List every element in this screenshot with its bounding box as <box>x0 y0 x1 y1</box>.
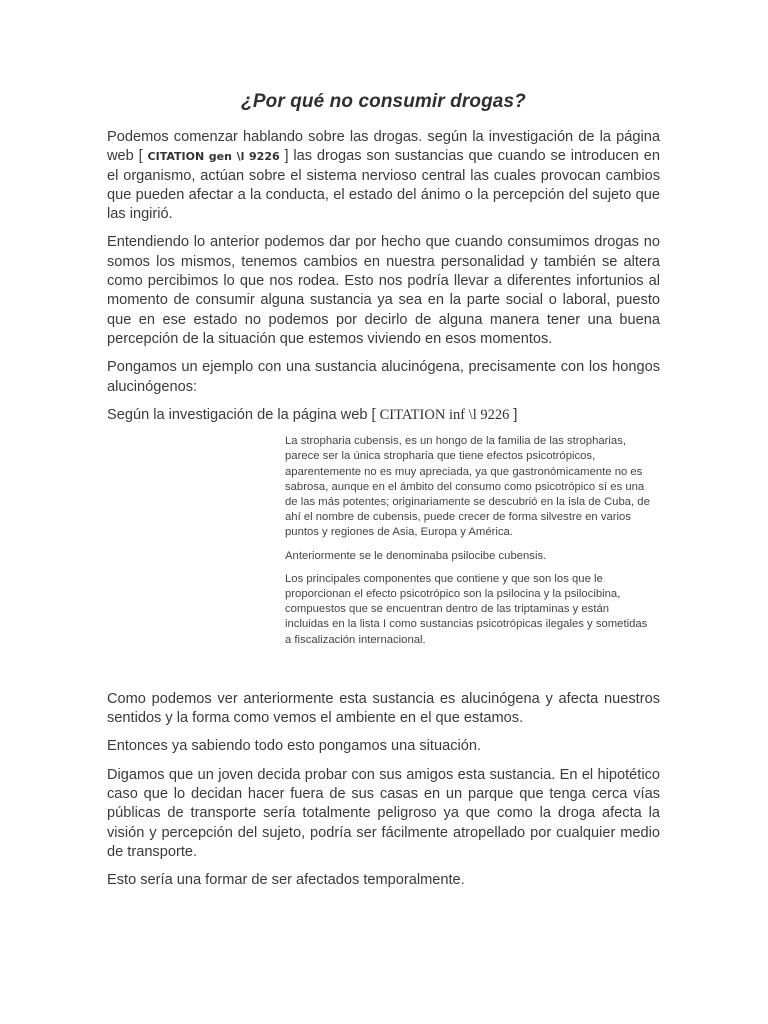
paragraph-intro <box>107 128 660 224</box>
paragraph-final: Esto sería una formar de ser afectados temporalmente. <box>107 872 465 889</box>
paragraph-intro-text-before: Podemos comenzar hablando sobre las drogas. según la investigación de la página web [ <box>107 129 660 165</box>
paragraph-intro-text-after: ] las drogas son sustancias que cuando se introducen en el organismo, actúan sobre el sistema nervioso central las cuales provocan cambios que pueden afectar a la conducta, el estado del ánimo o la percepción del sujeto que las ingirió. <box>107 148 660 223</box>
paragraph-source <box>107 406 660 425</box>
document-page <box>107 91 660 899</box>
citation-field: CITATION gen \l 9226 <box>147 150 280 164</box>
quote-paragraph-description: La stropharia cubensis, es un hongo de la familia de las stropharias, parece ser la única stropharia que tiene efectos psicotrópicos, aparentemente no es muy apreciada, ya que gastronómicamente no es sabrosa, aunque en el ámbito del consumo como psicotrópico sí es una de las más potentes; originariamente se descubrió en la isla de Cuba, de ahí el nombre de cubensis, puede crecer de forma silvestre en varios puntos y regiones de Asia, Europa y América. <box>285 435 650 539</box>
document-title: ¿Por qué no consumir drogas? <box>241 91 526 112</box>
citation-field: CITATION inf \l 9226 <box>379 406 510 423</box>
paragraph-situation: Entonces ya sabiendo todo esto pongamos una situación. <box>107 738 482 755</box>
quote-paragraph-former-name: Anteriormente se le denominaba psilocibe cubensis. <box>285 549 547 562</box>
spacer <box>107 656 660 690</box>
paragraph-source-text-before: Según la investigación de la página web [ <box>107 406 376 423</box>
paragraph-scenario: Digamos que un joven decida probar con sus amigos esta sustancia. En el hipotético caso que lo decidan hacer fuera de sus casas en un parque que tenga cerca vías públicas de transporte sería totalmente peligroso ya que como la droga afecta la visión y percepción del sujeto, podría ser fácilmente atropellado por cualquier medio de transporte. <box>107 766 660 860</box>
paragraph-example: Pongamos un ejemplo con una sustancia alucinógena, precisamente con los hongos alucinógenos: <box>107 359 660 395</box>
paragraph-conclusion: Como podemos ver anteriormente esta sustancia es alucinógena y afecta nuestros sentidos y la forma como vemos el ambiente en el que estamos. <box>107 690 660 727</box>
paragraph-understanding: Entendiendo lo anterior podemos dar por hecho que cuando consumimos drogas no somos los mismos, tenemos cambios en nuestra personalidad y también se altera como percibimos lo que nos rodea. Esto nos podría llevar a diferentes infortunios al momento de consumir alguna sustancia ya sea en la parte social o laboral, puesto que en ese estado no podemos por decirlo de alguna manera tener una buena percepción de la situación que estemos viviendo en esos momentos. <box>107 234 660 347</box>
quote-paragraph-components: Los principales componentes que contiene y que son los que le proporcionan el efecto psicotrópico son la psilocina y la psilocibina, compuestos que se encuentran dentro de las triptaminas y están incluidas en la lista I como sustancias psicotrópicas ilegales y sometidas a fiscalización internacional. <box>285 572 648 646</box>
paragraph-source-text-after: ] <box>513 406 518 423</box>
block-quote <box>285 434 653 648</box>
